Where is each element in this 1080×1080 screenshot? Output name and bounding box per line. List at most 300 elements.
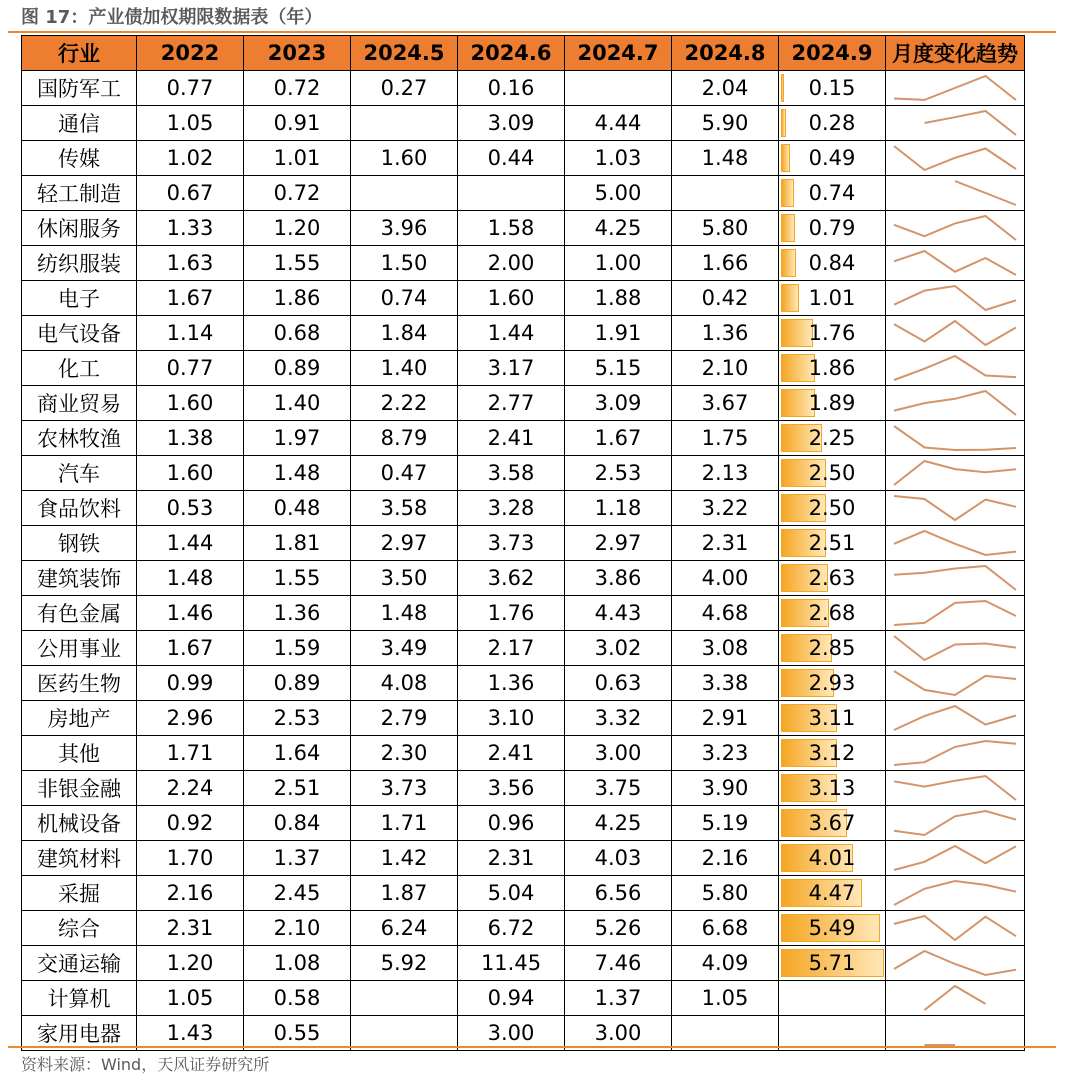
bar-value: 5.49 xyxy=(808,916,856,940)
bar-cell xyxy=(779,596,886,631)
industry-cell: 钢铁 xyxy=(22,526,137,561)
trend-cell xyxy=(886,771,1025,806)
bar-cell xyxy=(779,316,886,351)
bar-value: 0.84 xyxy=(808,251,856,275)
value-cell: 5.80 xyxy=(672,211,779,246)
trend-cell xyxy=(886,631,1025,666)
bar-value: 2.51 xyxy=(808,531,856,555)
value-cell: 4.09 xyxy=(672,946,779,981)
table-row xyxy=(22,106,1025,141)
value-cell: 1.46 xyxy=(137,596,244,631)
trend-cell xyxy=(886,561,1025,596)
industry-cell: 有色金属 xyxy=(22,596,137,631)
industry-cell: 交通运输 xyxy=(22,946,137,981)
trend-cell xyxy=(886,421,1025,456)
value-cell: 1.97 xyxy=(244,421,351,456)
sparkline-path xyxy=(894,846,1016,870)
column-header: 2024.6 xyxy=(458,36,565,71)
data-bar xyxy=(781,109,786,137)
value-cell: 2.16 xyxy=(137,876,244,911)
value-cell: 3.28 xyxy=(458,491,565,526)
bar-cell xyxy=(779,351,886,386)
trend-cell xyxy=(886,701,1025,736)
bar-cell xyxy=(779,631,886,666)
bar-value: 2.50 xyxy=(808,496,856,520)
value-cell: 1.60 xyxy=(458,281,565,316)
table-row xyxy=(22,456,1025,491)
value-cell: 4.44 xyxy=(565,106,672,141)
value-cell: 3.50 xyxy=(351,561,458,596)
industry-cell: 计算机 xyxy=(22,981,137,1016)
trend-cell xyxy=(886,806,1025,841)
trend-cell xyxy=(886,736,1025,771)
sparkline-path xyxy=(894,741,1016,765)
industry-cell: 家用电器 xyxy=(22,1016,137,1051)
value-cell: 11.45 xyxy=(458,946,565,981)
sparkline xyxy=(886,491,1024,525)
data-bar xyxy=(781,249,796,277)
sparkline-path xyxy=(894,391,1016,415)
value-cell: 2.30 xyxy=(351,736,458,771)
bar-value: 2.50 xyxy=(808,461,856,485)
value-cell: 1.70 xyxy=(137,841,244,876)
table-row xyxy=(22,316,1025,351)
value-cell: 1.44 xyxy=(458,316,565,351)
value-cell: 0.44 xyxy=(458,141,565,176)
bar-cell xyxy=(779,876,886,911)
value-cell: 2.77 xyxy=(458,386,565,421)
table-row xyxy=(22,736,1025,771)
sparkline-path xyxy=(894,496,1016,520)
value-cell: 3.49 xyxy=(351,631,458,666)
industry-cell: 医药生物 xyxy=(22,666,137,701)
sparkline xyxy=(886,141,1024,175)
table-row xyxy=(22,666,1025,701)
value-cell: 2.13 xyxy=(672,456,779,491)
table-row xyxy=(22,281,1025,316)
value-cell: 2.04 xyxy=(672,71,779,106)
sparkline-path xyxy=(894,216,1016,240)
sparkline-path xyxy=(955,181,1016,205)
bar-value: 3.11 xyxy=(808,706,856,730)
value-cell: 1.42 xyxy=(351,841,458,876)
sparkline xyxy=(886,526,1024,560)
data-bar xyxy=(781,74,784,102)
bar-cell xyxy=(779,421,886,456)
bar-cell xyxy=(779,911,886,946)
value-cell: 3.09 xyxy=(458,106,565,141)
bar-cell xyxy=(779,841,886,876)
bar-cell xyxy=(779,211,886,246)
value-cell: 3.17 xyxy=(458,351,565,386)
sparkline-path xyxy=(894,461,1016,485)
value-cell: 1.88 xyxy=(565,281,672,316)
column-header: 2022 xyxy=(137,36,244,71)
trend-cell xyxy=(886,71,1025,106)
value-cell: 0.48 xyxy=(244,491,351,526)
value-cell: 6.56 xyxy=(565,876,672,911)
value-cell: 0.89 xyxy=(244,666,351,701)
sparkline xyxy=(886,876,1024,910)
value-cell: 3.23 xyxy=(672,736,779,771)
table-row xyxy=(22,71,1025,106)
table-row xyxy=(22,771,1025,806)
value-cell: 0.47 xyxy=(351,456,458,491)
industry-cell: 化工 xyxy=(22,351,137,386)
value-cell: 2.24 xyxy=(137,771,244,806)
value-cell: 2.31 xyxy=(137,911,244,946)
bar-cell xyxy=(779,526,886,561)
sparkline-path xyxy=(894,286,1016,310)
value-cell: 3.00 xyxy=(565,736,672,771)
bar-cell xyxy=(779,456,886,491)
column-header: 2024.8 xyxy=(672,36,779,71)
value-cell: 1.50 xyxy=(351,246,458,281)
sparkline xyxy=(886,106,1024,140)
sparkline xyxy=(886,666,1024,700)
value-cell: 1.58 xyxy=(458,211,565,246)
value-cell: 2.10 xyxy=(244,911,351,946)
bar-value: 0.28 xyxy=(808,111,856,135)
trend-cell xyxy=(886,666,1025,701)
table-row xyxy=(22,631,1025,666)
value-cell: 0.94 xyxy=(458,981,565,1016)
table-row xyxy=(22,246,1025,281)
value-cell: 2.53 xyxy=(565,456,672,491)
table-row xyxy=(22,526,1025,561)
bar-value: 4.47 xyxy=(808,881,856,905)
sparkline xyxy=(886,596,1024,630)
trend-cell xyxy=(886,876,1025,911)
bar-value: 3.67 xyxy=(808,811,856,835)
bar-value: 4.01 xyxy=(808,846,856,870)
value-cell: 0.53 xyxy=(137,491,244,526)
value-cell: 3.73 xyxy=(458,526,565,561)
value-cell: 1.38 xyxy=(137,421,244,456)
bar-value: 2.68 xyxy=(808,601,856,625)
value-cell: 1.00 xyxy=(565,246,672,281)
industry-cell: 电子 xyxy=(22,281,137,316)
value-cell: 1.67 xyxy=(137,281,244,316)
value-cell: 2.53 xyxy=(244,701,351,736)
value-cell: 5.90 xyxy=(672,106,779,141)
table-row xyxy=(22,211,1025,246)
value-cell: 4.43 xyxy=(565,596,672,631)
value-cell: 0.67 xyxy=(137,176,244,211)
bar-cell xyxy=(779,981,886,1016)
value-cell: 1.14 xyxy=(137,316,244,351)
trend-cell xyxy=(886,526,1025,561)
sparkline xyxy=(886,1016,1024,1050)
sparkline xyxy=(886,981,1024,1015)
value-cell: 2.96 xyxy=(137,701,244,736)
value-cell: 1.55 xyxy=(244,246,351,281)
sparkline-path xyxy=(894,636,1016,660)
sparkline xyxy=(886,631,1024,665)
bar-value: 0.15 xyxy=(808,76,856,100)
value-cell: 1.60 xyxy=(137,386,244,421)
value-cell: 0.42 xyxy=(672,281,779,316)
value-cell: 0.58 xyxy=(244,981,351,1016)
bar-cell xyxy=(779,736,886,771)
value-cell: 1.36 xyxy=(244,596,351,631)
value-cell: 0.74 xyxy=(351,281,458,316)
value-cell: 1.91 xyxy=(565,316,672,351)
value-cell: 3.02 xyxy=(565,631,672,666)
trend-cell xyxy=(886,246,1025,281)
value-cell: 1.18 xyxy=(565,491,672,526)
column-header: 月度变化趋势 xyxy=(886,36,1025,71)
value-cell: 1.64 xyxy=(244,736,351,771)
value-cell: 1.55 xyxy=(244,561,351,596)
sparkline xyxy=(886,421,1024,455)
value-cell: 2.16 xyxy=(672,841,779,876)
bar-value: 2.85 xyxy=(808,636,856,660)
value-cell: 1.03 xyxy=(565,141,672,176)
value-cell xyxy=(458,176,565,211)
bar-cell xyxy=(779,281,886,316)
industry-cell: 非银金融 xyxy=(22,771,137,806)
trend-cell xyxy=(886,981,1025,1016)
header-row xyxy=(22,36,1025,71)
sparkline xyxy=(886,701,1024,735)
value-cell: 1.48 xyxy=(244,456,351,491)
bar-value: 2.63 xyxy=(808,566,856,590)
industry-cell: 建筑材料 xyxy=(22,841,137,876)
value-cell: 1.71 xyxy=(137,736,244,771)
value-cell: 3.32 xyxy=(565,701,672,736)
value-cell: 1.48 xyxy=(137,561,244,596)
data-table xyxy=(21,35,1025,1051)
value-cell: 2.10 xyxy=(672,351,779,386)
sparkline xyxy=(886,771,1024,805)
value-cell: 3.86 xyxy=(565,561,672,596)
data-bar xyxy=(781,179,794,207)
value-cell: 0.72 xyxy=(244,176,351,211)
bar-cell xyxy=(779,386,886,421)
bar-cell xyxy=(779,491,886,526)
value-cell: 0.96 xyxy=(458,806,565,841)
sparkline-path xyxy=(894,601,1016,625)
value-cell: 1.36 xyxy=(672,316,779,351)
bar-value: 0.79 xyxy=(808,216,856,240)
bar-cell xyxy=(779,946,886,981)
value-cell: 8.79 xyxy=(351,421,458,456)
table-row xyxy=(22,176,1025,211)
value-cell: 0.16 xyxy=(458,71,565,106)
column-header: 2024.7 xyxy=(565,36,672,71)
value-cell: 0.89 xyxy=(244,351,351,386)
value-cell: 0.77 xyxy=(137,71,244,106)
sparkline xyxy=(886,71,1024,105)
trend-cell xyxy=(886,281,1025,316)
value-cell: 5.00 xyxy=(565,176,672,211)
table-row xyxy=(22,351,1025,386)
bottom-rule xyxy=(8,1046,1056,1048)
value-cell: 1.36 xyxy=(458,666,565,701)
trend-cell xyxy=(886,141,1025,176)
value-cell: 2.41 xyxy=(458,421,565,456)
table-row xyxy=(22,596,1025,631)
trend-cell xyxy=(886,106,1025,141)
column-header: 2024.9 xyxy=(779,36,886,71)
industry-cell: 商业贸易 xyxy=(22,386,137,421)
table-row xyxy=(22,946,1025,981)
bar-value: 5.71 xyxy=(808,951,856,975)
sparkline-path xyxy=(894,531,1016,555)
sparkline-path xyxy=(894,951,1016,975)
trend-cell xyxy=(886,456,1025,491)
industry-cell: 纺织服装 xyxy=(22,246,137,281)
value-cell: 2.97 xyxy=(565,526,672,561)
value-cell: 1.66 xyxy=(672,246,779,281)
value-cell: 3.75 xyxy=(565,771,672,806)
industry-cell: 汽车 xyxy=(22,456,137,491)
value-cell: 1.37 xyxy=(565,981,672,1016)
value-cell: 6.24 xyxy=(351,911,458,946)
value-cell: 1.44 xyxy=(137,526,244,561)
value-cell: 2.41 xyxy=(458,736,565,771)
sparkline xyxy=(886,386,1024,420)
trend-cell xyxy=(886,176,1025,211)
bar-cell xyxy=(779,246,886,281)
value-cell: 4.68 xyxy=(672,596,779,631)
bar-value: 2.93 xyxy=(808,671,856,695)
trend-cell xyxy=(886,596,1025,631)
value-cell: 3.38 xyxy=(672,666,779,701)
bar-cell xyxy=(779,71,886,106)
industry-cell: 休闲服务 xyxy=(22,211,137,246)
bar-cell xyxy=(779,176,886,211)
value-cell: 1.48 xyxy=(672,141,779,176)
bar-value: 3.13 xyxy=(808,776,856,800)
chart-title: 图 17：产业债加权期限数据表（年） xyxy=(21,7,323,28)
value-cell: 0.72 xyxy=(244,71,351,106)
table-row xyxy=(22,911,1025,946)
value-cell: 3.96 xyxy=(351,211,458,246)
table-row xyxy=(22,421,1025,456)
column-header: 2024.5 xyxy=(351,36,458,71)
table-row xyxy=(22,386,1025,421)
trend-cell xyxy=(886,911,1025,946)
value-cell: 0.68 xyxy=(244,316,351,351)
value-cell: 5.26 xyxy=(565,911,672,946)
bar-cell xyxy=(779,106,886,141)
value-cell: 2.97 xyxy=(351,526,458,561)
value-cell: 1.20 xyxy=(137,946,244,981)
sparkline-path xyxy=(894,76,1016,100)
value-cell: 2.22 xyxy=(351,386,458,421)
data-bar xyxy=(781,319,813,347)
value-cell: 4.25 xyxy=(565,211,672,246)
bar-value: 2.25 xyxy=(808,426,856,450)
top-rule xyxy=(8,31,1056,33)
value-cell: 1.40 xyxy=(244,386,351,421)
value-cell xyxy=(351,176,458,211)
industry-cell: 通信 xyxy=(22,106,137,141)
value-cell: 1.05 xyxy=(137,981,244,1016)
sparkline xyxy=(886,176,1024,210)
value-cell: 0.55 xyxy=(244,1016,351,1051)
value-cell: 3.62 xyxy=(458,561,565,596)
column-header: 行业 xyxy=(22,36,137,71)
value-cell: 2.45 xyxy=(244,876,351,911)
value-cell: 2.17 xyxy=(458,631,565,666)
value-cell: 1.20 xyxy=(244,211,351,246)
value-cell: 4.25 xyxy=(565,806,672,841)
value-cell: 1.71 xyxy=(351,806,458,841)
trend-cell xyxy=(886,841,1025,876)
value-cell: 1.59 xyxy=(244,631,351,666)
bar-cell xyxy=(779,141,886,176)
industry-cell: 建筑装饰 xyxy=(22,561,137,596)
table-row xyxy=(22,981,1025,1016)
bar-value: 1.89 xyxy=(808,391,856,415)
table-body xyxy=(22,71,1025,1051)
sparkline-path xyxy=(925,986,986,1010)
sparkline xyxy=(886,561,1024,595)
value-cell: 1.75 xyxy=(672,421,779,456)
value-cell: 0.84 xyxy=(244,806,351,841)
data-bar xyxy=(781,144,790,172)
industry-cell: 轻工制造 xyxy=(22,176,137,211)
value-cell: 3.22 xyxy=(672,491,779,526)
sparkline xyxy=(886,736,1024,770)
value-cell: 1.08 xyxy=(244,946,351,981)
industry-cell: 机械设备 xyxy=(22,806,137,841)
bar-cell xyxy=(779,666,886,701)
sparkline xyxy=(886,316,1024,350)
sparkline xyxy=(886,351,1024,385)
sparkline-path xyxy=(894,356,1016,380)
industry-cell: 采掘 xyxy=(22,876,137,911)
value-cell: 1.67 xyxy=(137,631,244,666)
industry-cell: 食品饮料 xyxy=(22,491,137,526)
bar-value: 1.86 xyxy=(808,356,856,380)
table-row xyxy=(22,701,1025,736)
table-row xyxy=(22,141,1025,176)
bar-cell xyxy=(779,771,886,806)
sparkline xyxy=(886,246,1024,280)
table-row xyxy=(22,841,1025,876)
sparkline-path xyxy=(894,426,1016,450)
value-cell: 1.37 xyxy=(244,841,351,876)
sparkline-path xyxy=(894,251,1016,275)
industry-cell: 房地产 xyxy=(22,701,137,736)
value-cell xyxy=(672,176,779,211)
trend-cell xyxy=(886,491,1025,526)
sparkline xyxy=(886,841,1024,875)
value-cell: 1.86 xyxy=(244,281,351,316)
value-cell: 5.19 xyxy=(672,806,779,841)
industry-cell: 其他 xyxy=(22,736,137,771)
column-header: 2023 xyxy=(244,36,351,71)
data-bar xyxy=(781,214,795,242)
sparkline-path xyxy=(894,321,1016,345)
value-cell: 1.43 xyxy=(137,1016,244,1051)
sparkline-path xyxy=(925,111,1017,135)
sparkline xyxy=(886,806,1024,840)
value-cell: 4.03 xyxy=(565,841,672,876)
value-cell: 2.00 xyxy=(458,246,565,281)
trend-cell xyxy=(886,386,1025,421)
source-note: 资料来源：Wind，天风证券研究所 xyxy=(21,1055,270,1074)
industry-cell: 国防军工 xyxy=(22,71,137,106)
value-cell: 3.00 xyxy=(565,1016,672,1051)
value-cell: 4.00 xyxy=(672,561,779,596)
bar-value: 0.74 xyxy=(808,181,856,205)
value-cell: 3.58 xyxy=(458,456,565,491)
